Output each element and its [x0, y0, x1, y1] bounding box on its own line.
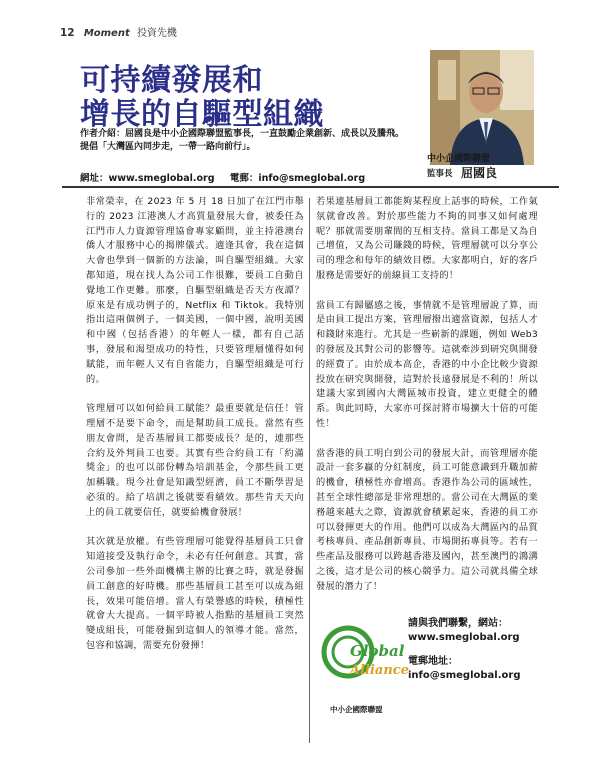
caption-org: 中小企國際聯盟	[427, 154, 491, 164]
top-rule	[62, 186, 559, 188]
contact-line	[80, 170, 377, 184]
svg-text:Global: Global	[350, 642, 405, 660]
paragraph: 其次就是放權。有些管理層可能覺得基層員工只會知道接受及執行命令，未必有任何創意。其實，當公司參加一些外面機構主辦的比賽之時，就是發掘員工創意的好時機。那些基層員工甚至可以成為組長，效果可能倍增。當人有榮譽感的時候，積極性就會大大提高。一個平時被人指點的基層員工突然變成組長，可能發掘到這個人的領導才能。當然，包容和協調，需要充份發揮！	[86, 536, 304, 651]
paragraph: 管理層可以如何給員工賦能？最重要就是信任！管理層不是要下命令，而是幫助員工成長。當然有些朋友會問，是否基層員工都要成長？是的，連那些合約及外判員工也要。其實有些合約員工有「約滿獎金」的也可以部份轉為培訓基金，令那些員工更加稱職。現今社會是知識型經濟，員工不斷學習是必須的。給了培訓之後就要看績效。那些肯天天向上的員工就要信任，就要給機會發展！	[86, 403, 304, 518]
caption-name: 屈國良	[461, 166, 498, 180]
author-intro	[80, 128, 415, 154]
article-title	[80, 64, 324, 132]
page-header	[60, 24, 177, 39]
right-column	[316, 195, 538, 595]
magazine-name: Moment	[83, 28, 130, 39]
contact-website: 網址：www.smeglobal.org	[80, 173, 215, 184]
paragraph: 若果連基層員工都能夠某程度上話事的時候，工作氣氛就會改善。對於那些能力不夠的同事又如何處理呢？那就需要朋輩間的互相支持。當員工都是又為自己增值，又為公司賺錢的時候，管理層就可以分享公司的理念和每年的績效目標。大家都明白，好的客戶服務是需要好的前線員工支持的！	[316, 196, 538, 281]
intro-line-1: 作者介紹：屈國良是中小企國際聯盟監事長，一直鼓勵企業創新、成長以及騰飛。	[80, 129, 405, 139]
join-title: 請與我們聯繫，網站：	[408, 618, 508, 629]
join-email[interactable]: info@smeglobal.org	[408, 670, 521, 681]
caption-title: 監事長	[427, 169, 453, 179]
section-name: 投資先機	[136, 28, 177, 39]
left-column	[86, 195, 304, 654]
global-alliance-logo	[320, 622, 409, 687]
intro-line-2: 提倡「大灣區內同步走，一帶一路向前行」。	[80, 142, 256, 152]
email-title: 電郵地址：	[408, 656, 458, 667]
author-photo	[430, 50, 534, 165]
title-line-2: 增長的自驅型組織	[80, 97, 324, 132]
page-number: 12	[60, 27, 75, 39]
svg-text:Alliance: Alliance	[350, 663, 409, 678]
join-website[interactable]: www.smeglobal.org	[408, 632, 520, 643]
logo-caption: 中小企國際聯盟	[330, 705, 383, 714]
join-us-block	[408, 617, 520, 683]
paragraph: 非常榮幸，在 2023 年 5 月 18 日加了在江門市舉行的 2023 江港澳人才高質量發展大會，被委任為江門市人力資源管理協會專家顧問，並主持港澳台僑人才服務中心的揭牌儀式。適逢其會，我在這個大會也學到一個新的方法論，叫自驅型組織。大家都知道，現在找人為公司工作很難，要員工自動自覺地工作更難。那麼，自驅型組織是否天方夜譚？原來是有成功例子的，Netflix 和 Tiktok。我特別指出這兩個例子，一個美國，一個中國，說明美國和中國（包括香港）的年輕人一樣，都有自己話事，發展和渴望成功的特性，只要管理層懂得如何賦能，而年輕人又有自省能力，自驅型組織是可行的。	[86, 196, 304, 385]
contact-email: 電郵：info@smeglobal.org	[229, 173, 366, 184]
column-divider	[309, 198, 310, 743]
paragraph: 當員工有歸屬感之後，事情就不是管理層說了算，而是由員工提出方案，管理層撥出適當資源，包括人才和錢財來進行。尤其是一些嶄新的課題，例如 Web3 的發展及其對公司的影響等。這就牽涉到研究與開發的經費了。由於成本高企，香港的中小企比較少資源投放在研究與開發，這對於長遠發展是不利的！所以建議大家到國內大灣區城市投資，建立更健全的體系。與此同時，大家亦可探討將市場擴大十倍的可能性！	[316, 299, 538, 429]
title-line-1: 可持續發展和	[80, 63, 263, 98]
paragraph: 當香港的員工明白到公司的發展大計，而管理層亦能設計一套多贏的分紅制度，員工可能意識到升職加薪的機會，積極性亦會增高。香港作為公司的區域性，甚至全球性總部是非常理想的。當公司在大灣區的業務越來越大之際，資源就會積累起來，香港的員工亦可以發揮更大的作用。他們可以成為大灣區內的品質考核專員、產品創新專員、市場開拓專員等。若有一些產品及服務可以跨越香港及國內，甚至澳門的鴻溝之後，這才是公司的核心競爭力。這公司就具備全球發展的潛力了！	[316, 447, 538, 592]
